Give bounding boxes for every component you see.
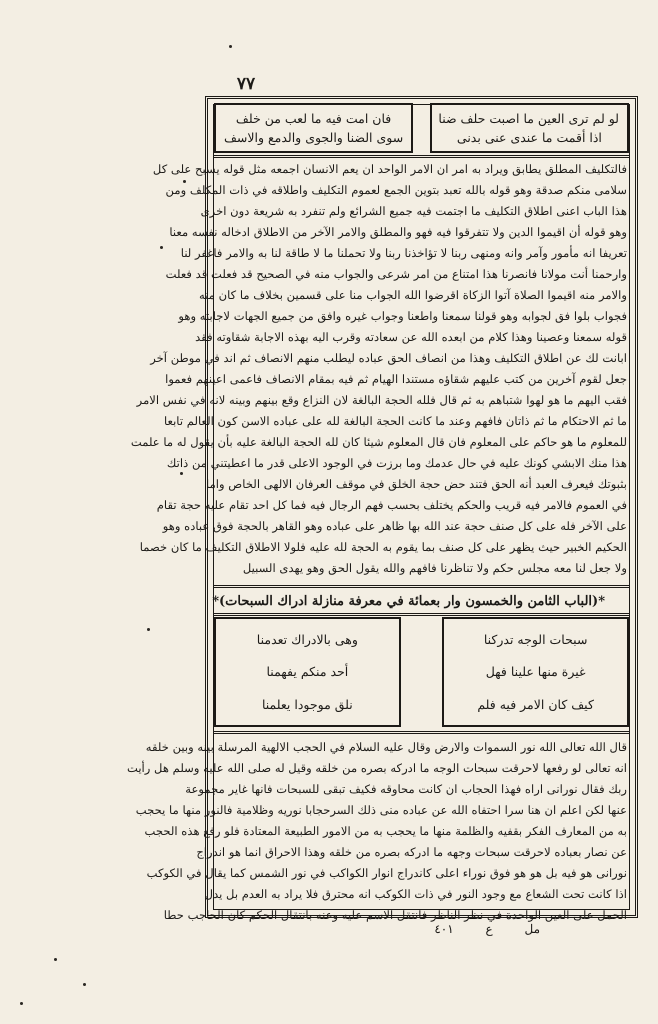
verse-line: سبحات الوجه تدركنا: [483, 631, 588, 647]
poem-mid-left-stanza: [214, 617, 401, 727]
verse-line: وهى بالادراك تعدمنا: [256, 631, 358, 647]
divider-rule: [214, 585, 629, 588]
prose-block-two: [126, 737, 627, 926]
verse-line: سوى الضنا والجوى والدمع والاسف: [223, 130, 404, 145]
text-line: سلامى منكم صدقة وهو قوله بالله تعبد بتوين الجمع لعموم التكليف واطلاقه في ذات المكلف ومن: [165, 183, 627, 197]
poem-top-left-stanza: [214, 103, 413, 153]
verse-line: فان امت فيه ما لعب من خلف: [235, 111, 392, 126]
verse-line: كيف كان الامر فيه فلم: [477, 697, 594, 713]
text-line: والامر منه اقيموا الصلاة آتوا الزكاة اقرضوا الله الجواب منا على قسمين بخلاف ما كان منه: [199, 288, 627, 302]
page-number: ٧٧: [236, 74, 256, 94]
verse-line: اذا أقمت ما عندى عنى بدنى: [456, 130, 602, 145]
text-line: فجواب بلوا فق لجوابه وهو قولنا سمعنا واطعنا وجواب غيره وافق من جميع الجهات لاجابته وهو: [178, 309, 627, 323]
ink-speck: [147, 628, 150, 631]
ink-speck: [229, 45, 232, 48]
verse-line: أحد منكم يفهمنا: [266, 664, 349, 680]
text-line: في العموم فالامر فيه قريب والحكم يختلف بحسب فهم الرجال فيه فما كل احد تقام عليه حجة تقام: [156, 498, 627, 512]
text-line: ولا جعل لنا معه مجلس حكم ولا تناظرنا فافهم والله يقول الحق وهو يهدى السبيل: [242, 561, 627, 575]
signature-marks: مل ع ٤٠١: [434, 922, 540, 936]
text-line: ابانت لك عن اطلاق التكليف وهذا من انصاف الحق عباده ليطلب منهم الانصاف ثم اند في موطن آخر: [150, 351, 627, 365]
text-line: هذا منك الابشي كونك عليه في حال عدمك وما برزت في الوجود الاعلى قدر ما اعطيتني من ذاتك: [166, 456, 627, 470]
verse-line: نلق موجودا يعلمنا: [261, 697, 353, 713]
text-line: على الآخر فله على كل صنف حجة عند الله بها ظاهر على عباده وهو القاهر بالحجة فوق عباده وهو: [162, 519, 627, 533]
text-line: هذا الباب اعنى اطلاق التكليف ما اجتمت فيه جميع الشرائع ولم تنفرد به شريعة دون اخرى: [200, 204, 627, 218]
text-line: وهو قوله أن اقيموا الدين ولا تتفرقوا فيه فهو والمطلق والامر الآخر من الاطلاق ادخاله نفسه معنا: [169, 225, 627, 239]
text-line: عنها لكن اعلم ان هنا سرا احتفاه الله عن عباده منى ذلك السرحجابا نوريه وظلامية فالنور منها ما يحجب: [135, 803, 627, 817]
divider-rule: [214, 613, 629, 616]
poem-middle: [214, 617, 629, 727]
text-line: للمعلوم ما هو حاكم على المعلوم فان قال المعلوم شيئا كان لله الحجة البالغة عليه بأن يقول له ما علمت: [130, 435, 627, 449]
divider-rule: [214, 731, 629, 734]
text-line: الحكيم الخبير حيث يظهر على كل صنف بما يقوم به الحجة لله عليه فلولا الاطلاق التكليف ما كان خصما: [139, 540, 627, 554]
text-line: جعل لقوم آخرين من كتب عليهم شقاؤه مستندا الهيام ثم فيه بمقام الانصاف فاعمى اعينهم فعموا: [165, 372, 627, 386]
text-line: اذا كانت تحت الشعاع مع وجود النور في ذات الكوكب انه محترق فلا يراد به العدم بل يدل: [204, 887, 627, 901]
ink-speck: [160, 246, 163, 249]
text-line: ربك فقال نورانى اراه فهذا الحجاب ان كانت محاوقه فكيف تبقى للسبحات فانها غاير مجموعة: [185, 782, 627, 796]
text-line: فالتكليف المطلق يطابق ويراد به امر ان الامر الواحد ان يعم الانسان اجمعه مثل قوله يسبح على كل: [152, 162, 627, 176]
text-line: بثبوتك فيعرف العبد أنه الحق فتند حض حجة الخلق في موقف العرفان الالهى الخاص واما: [206, 477, 627, 491]
text-line: انه تعالى لو رفعها لاحرقت سبحات الوجه ما ادركه بصره من خلقه وقيل له صلى الله عليه وسلم هل رأيت: [126, 761, 627, 775]
ink-speck: [54, 958, 57, 961]
divider-rule: [214, 155, 629, 158]
text-line: قال الله تعالى الله نور السموات والارض وقال عليه السلام في الحجب الالهية المرسلة بينه وبين خلقه: [145, 740, 627, 754]
text-line: وارحمنا أنت مولانا فانصرنا هذا امتناع من امر شرعى والجواب منه في الصحيح قد فعلت قد فعلت: [165, 267, 627, 281]
text-line: تعريفا انه مأمور وآمر وانه ومنهى ربنا لا تؤاخذنا ربنا ولا تحملنا ما لا طاقة لنا به والامر فاغفر لنا: [180, 246, 627, 260]
text-line: قوله سمعنا وعصينا وهذا كلام من ابعده الله عن سعادته وقرب اليه بهذه الاجابة شقاوته فقد: [195, 330, 627, 344]
ink-speck: [83, 983, 86, 986]
section-heading: *(الباب الثامن والخمسون وار بعمائة في معرفة منازلة ادراك السبحات)*: [212, 594, 605, 609]
text-line: فقب اليهم ما هو لهوا شتباهم به ثم قال فلله الحجة البالغة لان النزاع وقع بينهم وبينه لانه في نفس الامر: [136, 393, 627, 407]
ink-speck: [20, 1002, 23, 1005]
text-line: نورانى هو فيه بل هو هو فوق نوراء اعلى كاندراج انوار الكواكب في نور الشمس كما يقال في الكوكب: [146, 866, 627, 880]
prose-block-one: [130, 159, 627, 579]
text-line: به من المعارف الفكر بقفيه والظلمة منها ما يحجب به من الامور الطبيعة المعتادة فلو رفع هذه الحجب: [144, 824, 627, 838]
poem-top-right-stanza: [430, 103, 629, 153]
verse-line: غيرة منها علينا فهل: [485, 664, 586, 680]
page-frame: [126, 96, 638, 922]
poem-mid-right-stanza: [442, 617, 629, 727]
text-line: عن نصار بعباده لاحرقت سبحات وجهه ما ادركه بصره من خلقه وهذا الاحراق انما هو اندراج: [196, 845, 627, 859]
text-line: الحمل على العين الواحدة في نظر الناظر فانتقل الاسم عليه وعنه بانتقال الحكم كان الحاجب حطا: [163, 908, 627, 922]
text-line: ما ثم الاحتكام ما ثم ذاتان فافهم وعند ما كانت الحجة البالغة لله على عباده الاسن كون العالم تابعا: [163, 414, 627, 428]
poem-top: [214, 103, 629, 153]
verse-line: لو لم ترى العين ما اصبت حلف ضنا: [438, 111, 619, 126]
